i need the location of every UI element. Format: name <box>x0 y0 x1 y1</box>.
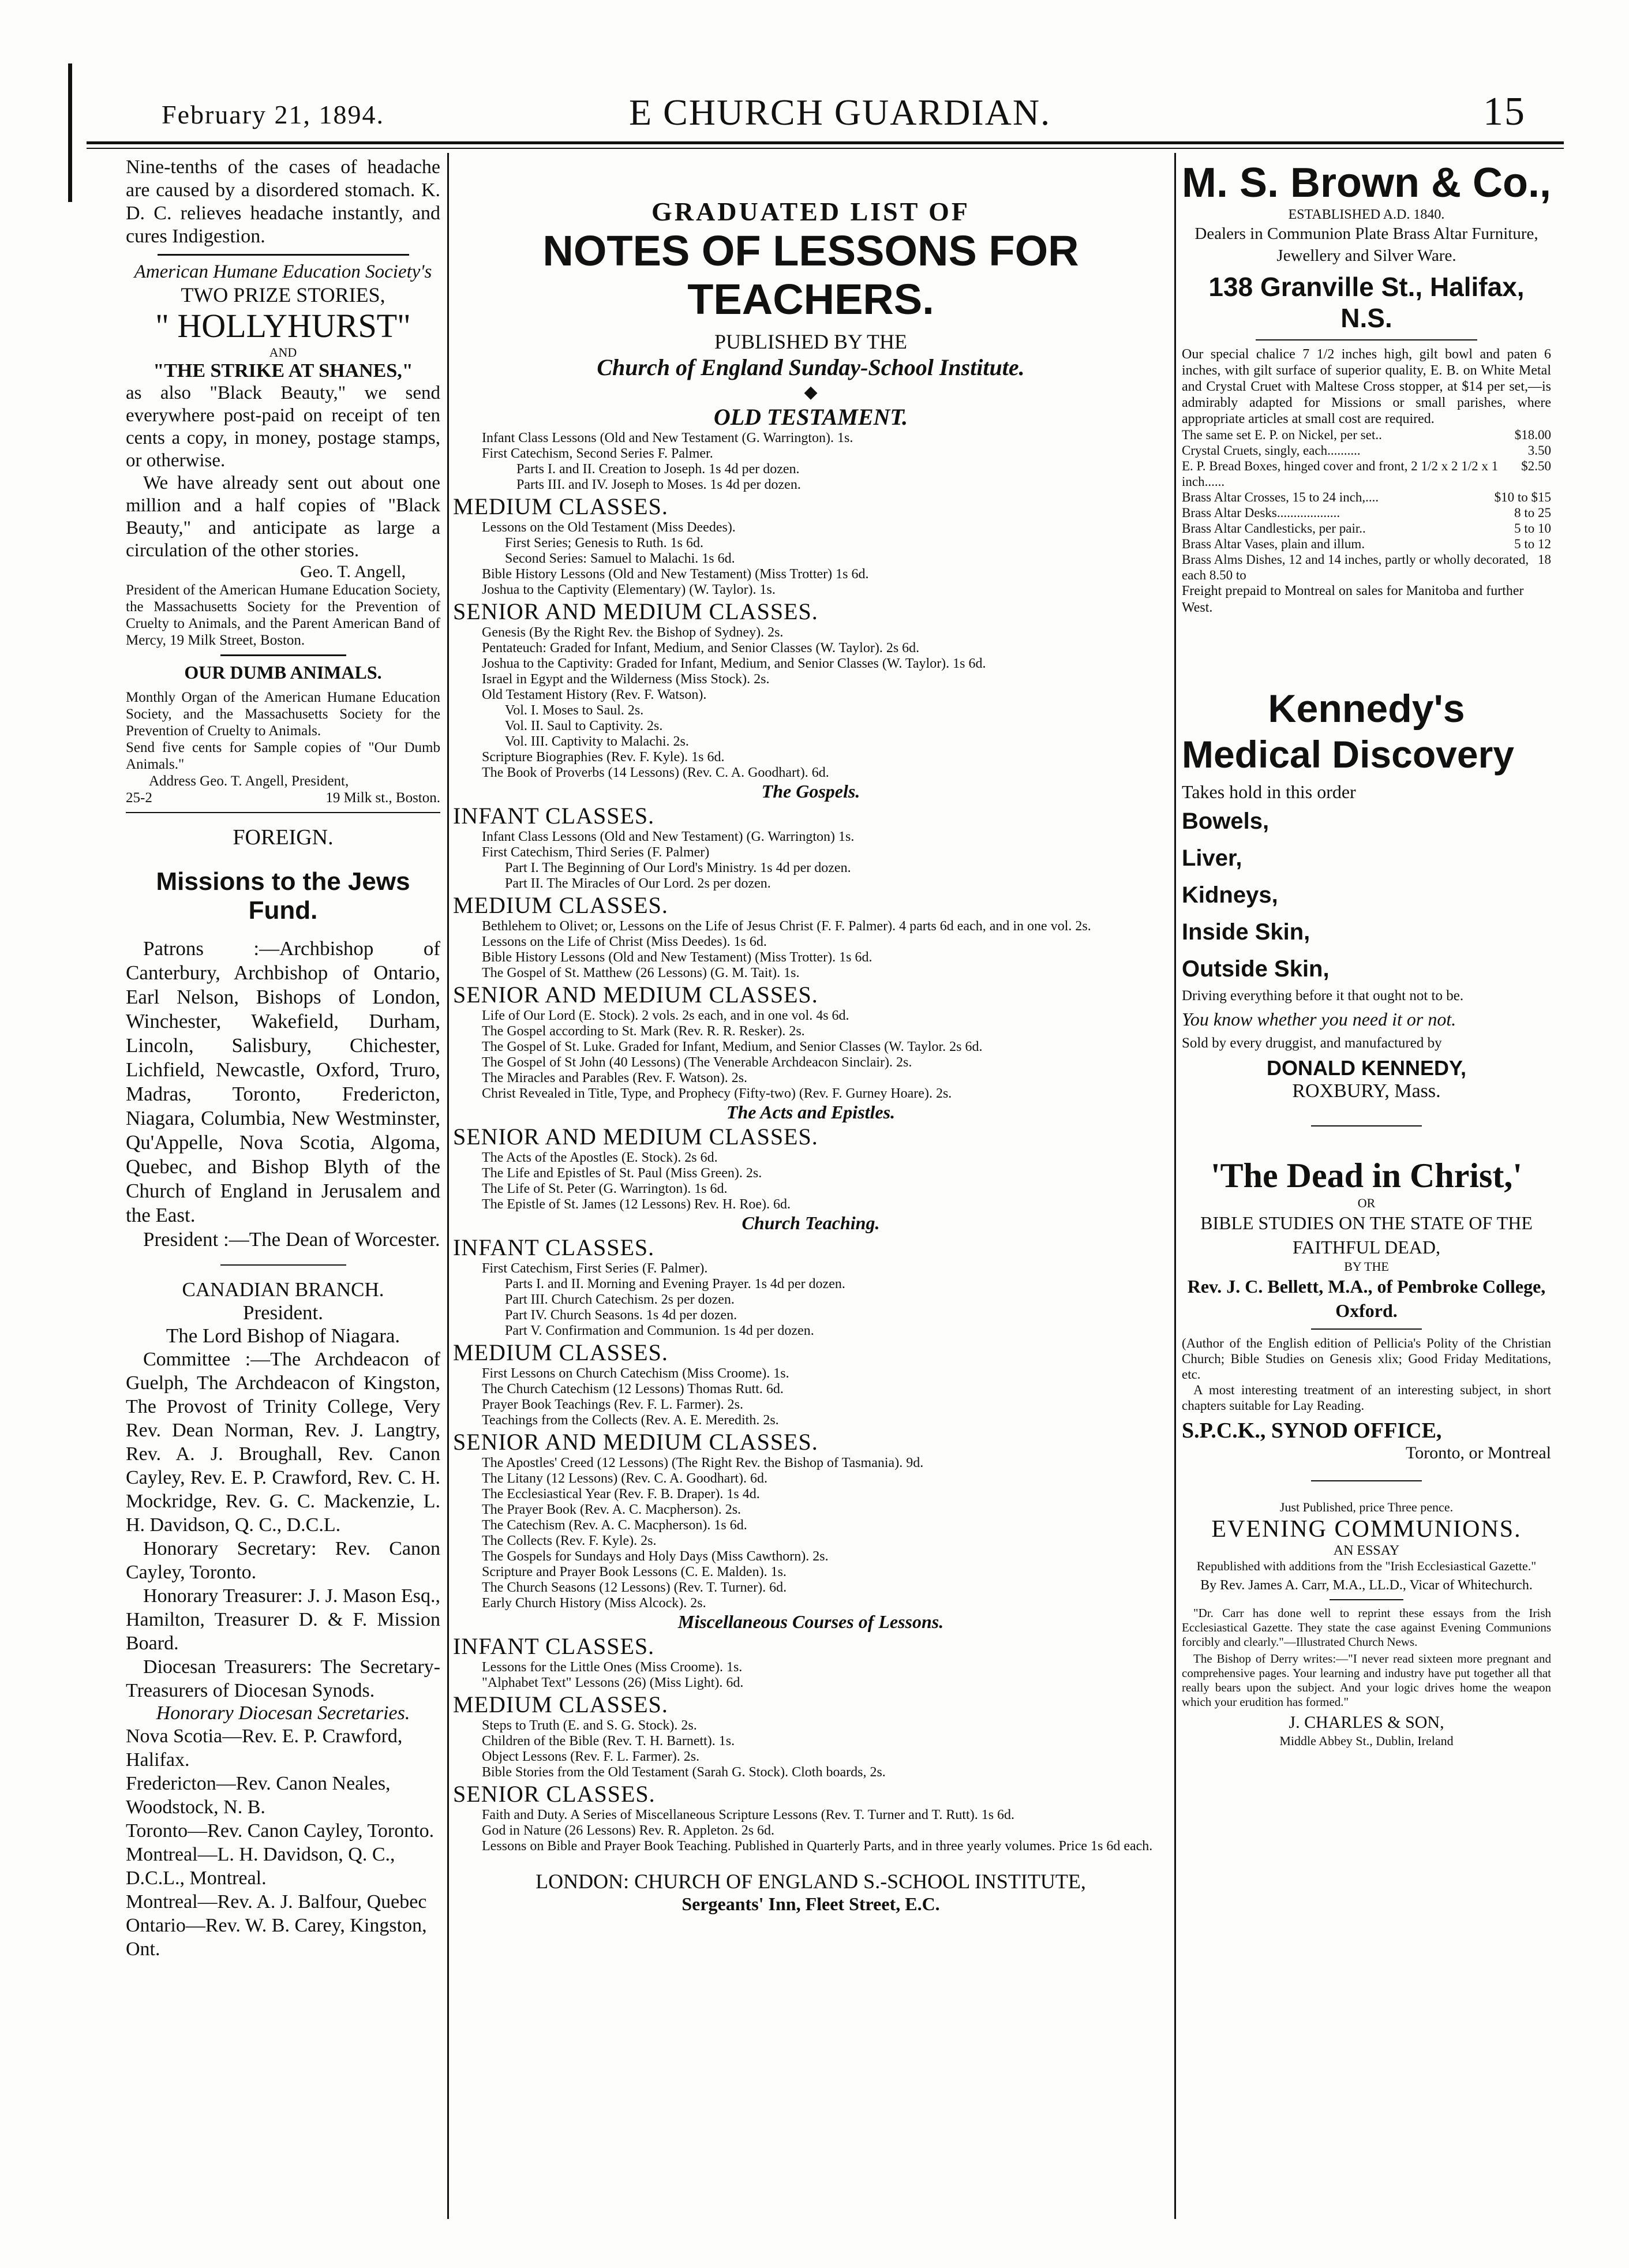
institute-name: Church of England Sunday-School Institute. <box>597 354 1025 380</box>
organ-item: Outside Skin, <box>1182 956 1330 982</box>
list-item: The Church Catechism (12 Lessons) Thomas Rutt. 6d. <box>482 1382 784 1397</box>
organ-item: Liver, <box>1182 845 1242 871</box>
list-item: The Gospel of St. Luke. Graded for Infant, Medium, and Senior Classes (W. Taylor. 2s 6d. <box>482 1039 983 1054</box>
patrons-text: Patrons :—Archbishop of Canterbury, Archbishop of Ontario, Earl Nelson, Bishops of London, Winchester, Wakefield, Durham, Lincoln, Salisbury, Chichester, Lichfield, Newcastle, Oxford, Truro, Madras, Toronto, Fredericton, Niagara, Columbia, New Westminster, Qu'Appelle, Nova Scotia, Algoma, Quebec, and Bishop Blyth of the Church of England in Jerusalem and the East. <box>126 937 440 1226</box>
dealers: Dealers in Communion Plate Brass Altar Furniture, Jewellery and Silver Ware. <box>1194 224 1538 265</box>
price-value: $2.50 <box>1521 459 1551 473</box>
list-item: The Gospel of St. Matthew (26 Lessons) (G. M. Tait). 1s. <box>482 965 800 980</box>
infant4-list <box>453 1261 1169 1339</box>
toronto: Toronto, or Montreal <box>1405 1443 1551 1462</box>
organ-item: Kidneys, <box>1182 882 1278 908</box>
list-item: The Life and Epistles of St. Paul (Miss Green). 2s. <box>482 1166 762 1181</box>
price-list <box>1182 427 1551 583</box>
list-item: The Gospels for Sundays and Holy Days (Miss Cawthorn). 2s. <box>482 1549 829 1564</box>
takes-hold: Takes hold in this order <box>1182 781 1356 802</box>
senior2-list <box>453 1008 1169 1102</box>
london-address: LONDON: CHURCH OF ENGLAND S.-SCHOOL INSTITUTE, <box>535 1870 1086 1893</box>
price-value: 5 to 10 <box>1514 521 1551 536</box>
list-item: The Litany (12 Lessons) (Rev. C. A. Goodhart). 6d. <box>482 1471 768 1486</box>
list-item: Scripture and Prayer Book Lessons (C. E. Malden). 1s. <box>482 1565 787 1580</box>
essay: AN ESSAY <box>1333 1543 1400 1558</box>
hon-secretary: Honorary Secretary: Rev. Canon Cayley, Toronto. <box>126 1538 440 1583</box>
bellett: Rev. J. C. Bellett, M.A., of Pembroke College, Oxford. <box>1187 1276 1546 1321</box>
list-item: Infant Class Lessons (Old and New Testament) (G. Warrington) 1s. <box>482 829 855 844</box>
list-item: The Gospel of St John (40 Lessons) (The Venerable Archdeacon Sinclair). 2s. <box>482 1055 912 1070</box>
brown-title: M. S. Brown & Co., <box>1182 160 1551 206</box>
column-divider <box>447 153 449 2219</box>
left-column <box>126 156 440 2245</box>
price-row <box>1182 427 1551 443</box>
list-item: First Catechism, Third Series (F. Palmer) <box>482 845 710 860</box>
address-line: 19 Milk st., Boston. <box>325 790 440 806</box>
divider <box>1311 1328 1422 1330</box>
committee-text: Committee :—The Archdeacon of Guelph, The Archdeacon of Kingston, The Provost of Trinity College, Very Rev. Dean Norman, Rev. J. Langtry, Rev. A. J. Broughall, Rev. Canon Cayley, Rev. E. P. Crawford, Rev. C. H. Mockridge, Rev. G. C. Mackenzie, L. H. Davidson, Q. C., D.C.L. <box>126 1349 440 1536</box>
list-item: The Collects (Rev. F. Kyle). 2s. <box>482 1533 657 1548</box>
price-value: 8 to 25 <box>1514 506 1551 520</box>
just-published: Just Published, price Three pence. <box>1279 1500 1454 1514</box>
header-rule <box>87 141 1564 144</box>
list-item: Bible Stories from the Old Testament (Sarah G. Stock). Cloth boards, 2s. <box>482 1765 886 1780</box>
author-note: (Author of the English edition of Pellicia's Polity of the Christian Church; Bible Studies on Genesis xlix; Good Friday Meditations, etc. <box>1182 1336 1551 1382</box>
right-column <box>1182 159 1551 2248</box>
list-item: The Life of St. Peter (G. Warrington). 1s 6d. <box>482 1181 728 1196</box>
secretary-item: Montreal—L. H. Davidson, Q. C., D.C.L., Montreal. <box>126 1844 395 1889</box>
price-row <box>1182 552 1551 583</box>
list-item: Second Series: Samuel to Malachi. 1s 6d. <box>505 551 735 566</box>
medium2-list <box>453 919 1169 981</box>
price-row <box>1182 521 1551 536</box>
acts-heading: The Acts and Epistles. <box>726 1102 896 1122</box>
secretary-item: Fredericton—Rev. Canon Neales, Woodstock, N. B. <box>126 1773 391 1818</box>
organ-item: Inside Skin, <box>1182 919 1310 945</box>
list-item: Lessons on the Life of Christ (Miss Deedes). 1s 6d. <box>482 934 767 949</box>
price-item: Brass Altar Candlesticks, per pair.. <box>1182 521 1366 536</box>
list-item: Part IV. Church Seasons. 1s 4d per dozen. <box>505 1308 737 1323</box>
ornament-icon: ◆ <box>804 383 818 402</box>
two-prize: TWO PRIZE STORIES, <box>181 283 385 306</box>
list-item: Parts I. and II. Morning and Evening Prayer. 1s 4d per dozen. <box>505 1277 845 1292</box>
chalice-text: Our special chalice 7 1/2 inches high, gilt bowl and paten 6 inches, with gilt surface of superior quality, E. B. on White Metal and Crystal Cruet with Maltese Cross stopper, at $14 per set,—is admirably adapted for Missions or small parishes, where appropriate articles at small cost are required. <box>1182 347 1551 426</box>
ot-intro <box>453 431 1169 493</box>
price-item: Brass Alms Dishes, 12 and 14 inches, partly or wholly decorated, each 8.50 to <box>1182 552 1529 582</box>
or-label: OR <box>1357 1196 1376 1210</box>
and-label: AND <box>269 345 297 360</box>
quote-2: The Bishop of Derry writes:—"I never read sixteen more pregnant and comprehensive pages. Your learning and industry have put together all that really bears upon the subject. And your logic drives home the weapon which your erudition has formed." <box>1182 1652 1551 1709</box>
list-item: Joshua to the Captivity: Graded for Infant, Medium, and Senior Classes (W. Taylor). 1s 6d. <box>482 656 986 671</box>
price-row <box>1182 458 1551 489</box>
president-note: President of the American Humane Education Society, the Massachusetts Society for the Prevention of Cruelty to Animals, and the Parent American Band of Mercy, 19 Milk Street, Boston. <box>126 582 440 648</box>
sent-out-text: We have already sent out about one million and a half copies of "Black Beauty," and anticipate as large a circulation of the other stories. <box>126 473 440 561</box>
section-heading: INFANT CLASSES. <box>453 1234 655 1260</box>
society-title: American Humane Education Society's <box>134 261 432 282</box>
divider <box>1256 339 1477 340</box>
price-row <box>1182 489 1551 505</box>
bible-studies: BIBLE STUDIES ON THE STATE OF THE FAITHFUL DEAD, <box>1200 1212 1533 1257</box>
list-item: Bethlehem to Olivet; or, Lessons on the Life of Jesus Christ (F. F. Palmer). 4 parts 6d each, and in one vol. 2s. <box>482 919 1091 934</box>
price-value: $10 to $15 <box>1494 490 1551 504</box>
list-item: Old Testament History (Rev. F. Watson). <box>482 687 707 702</box>
infant5-list <box>453 1660 1169 1691</box>
list-item: The Prayer Book (Rev. A. C. Macpherson). 2s. <box>482 1502 742 1517</box>
donald-kennedy: DONALD KENNEDY, <box>1266 1056 1467 1080</box>
center-column <box>453 162 1169 2251</box>
list-item: Vol. I. Moses to Saul. 2s. <box>505 703 644 718</box>
dead-in-christ: 'The Dead in Christ,' <box>1210 1157 1523 1195</box>
evening-communions: EVENING COMMUNIONS. <box>1211 1516 1522 1543</box>
header-title: E CHURCH GUARDIAN. <box>629 92 1051 133</box>
old-testament-heading: OLD TESTAMENT. <box>713 404 908 430</box>
list-item: Pentateuch: Graded for Infant, Medium, and Senior Classes (W. Taylor). 2s 6d. <box>482 641 920 656</box>
section-heading: MEDIUM CLASSES. <box>453 1339 668 1365</box>
diocesan-treasurers: Diocesan Treasurers: The Secretary-Treasurers of Diocesan Synods. <box>126 1656 440 1701</box>
list-item: "Alphabet Text" Lessons (26) (Miss Light). 6d. <box>482 1675 744 1690</box>
divider <box>1311 1125 1422 1126</box>
list-item: The Miracles and Parables (Rev. F. Watson). 2s. <box>482 1071 748 1086</box>
list-item: Part I. The Beginning of Our Lord's Ministry. 1s 4d per dozen. <box>505 860 851 875</box>
medium1-list <box>453 520 1169 598</box>
spck: S.P.C.K., SYNOD OFFICE, <box>1182 1419 1442 1443</box>
hon-treasurer: Honorary Treasurer: J. J. Mason Esq., Hamilton, Treasurer D. & F. Mission Board. <box>126 1585 440 1654</box>
list-item: Infant Class Lessons (Old and New Testament (G. Warrington). 1s. <box>482 431 853 446</box>
header-date: February 21, 1894. <box>162 100 385 129</box>
sold-by: Sold by every druggist, and manufactured by <box>1182 1035 1442 1051</box>
page-number: 15 <box>1483 89 1526 134</box>
list-item: The Epistle of St. James (12 Lessons) Rev. H. Roe). 6d. <box>482 1197 791 1212</box>
list-item: Prayer Book Teachings (Rev. F. L. Farmer). 2s. <box>482 1397 743 1412</box>
established: ESTABLISHED A.D. 1840. <box>1288 207 1445 222</box>
carr: By Rev. James A. Carr, M.A., LL.D., Vicar of Whitechurch. <box>1200 1578 1533 1593</box>
divider <box>1330 1599 1403 1600</box>
organ-item: Bowels, <box>1182 809 1270 834</box>
church-teaching-heading: Church Teaching. <box>742 1212 880 1233</box>
list-item: Israel in Egypt and the Wilderness (Miss Stock). 2s. <box>482 672 770 687</box>
by-the: BY THE <box>1344 1259 1389 1274</box>
treatment: A most interesting treatment of an interesting subject, in short chapters suitable for Lay Reading. <box>1182 1383 1551 1413</box>
medium5-list <box>453 1718 1169 1780</box>
list-item: God in Nature (26 Lessons) Rev. R. Appleton. 2s 6d. <box>482 1823 775 1838</box>
signature: Geo. T. Angell, <box>299 562 406 581</box>
section-heading: MEDIUM CLASSES. <box>453 892 668 918</box>
secretary-item: Toronto—Rev. Canon Cayley, Toronto. <box>126 1820 435 1842</box>
quote-1: "Dr. Carr has done well to reprint these essays from the Irish Ecclesiastical Gazette. They state the case against Evening Communions forcibly and clearly."—Illustrated Church News. <box>1182 1606 1551 1649</box>
dumb-address: Address Geo. T. Angell, President, <box>149 773 349 789</box>
section-heading: SENIOR CLASSES. <box>453 1781 656 1807</box>
list-item: Life of Our Lord (E. Stock). 2 vols. 2s each, and in one vol. 4s 6d. <box>482 1008 849 1023</box>
republished: Republished with additions from the "Irish Ecclesiastical Gazette." <box>1196 1559 1537 1573</box>
list-item: Genesis (By the Right Rev. the Bishop of Sydney). 2s. <box>482 625 784 640</box>
divider <box>126 812 440 813</box>
dumb-address-number <box>126 789 440 806</box>
senior4-list <box>453 1455 1169 1611</box>
section-heading: INFANT CLASSES. <box>453 803 655 829</box>
price-item: Brass Altar Desks................... <box>1182 506 1340 520</box>
list-item: Lessons on Bible and Prayer Book Teaching. Published in Quarterly Parts, and in three yearly volumes. Price 1s 6d each. <box>482 1839 1153 1854</box>
senior3-list <box>453 1150 1169 1212</box>
bishop: The Lord Bishop of Niagara. <box>166 1324 400 1347</box>
secretary-item: Nova Scotia—Rev. E. P. Crawford, Halifax. <box>126 1726 403 1771</box>
canadian-branch: CANADIAN BRANCH. <box>182 1278 384 1301</box>
roxbury: ROXBURY, Mass. <box>1292 1080 1441 1102</box>
divider <box>220 654 346 656</box>
price-value: $18.00 <box>1514 428 1551 442</box>
dumb-animals-title: OUR DUMB ANIMALS. <box>184 662 382 683</box>
list-item: Scripture Biographies (Rev. F. Kyle). 1s 6d. <box>482 750 725 765</box>
gospels-heading: The Gospels. <box>761 781 860 802</box>
divider <box>220 1264 346 1266</box>
dumb-animals-sample: Send five cents for Sample copies of "Our Dumb Animals." <box>126 740 440 772</box>
you-know: You know whether you need it or not. <box>1182 1009 1456 1030</box>
margin-bar <box>68 63 72 202</box>
price-item: Brass Altar Crosses, 15 to 24 inch,.... <box>1182 490 1379 504</box>
list-item: The Ecclesiastical Year (Rev. F. B. Draper). 1s 4d. <box>482 1487 760 1502</box>
missions-title: Missions to the Jews Fund. <box>156 867 410 925</box>
senior1-list <box>453 625 1169 781</box>
price-item: Crystal Cruets, singly, each.......... <box>1182 443 1361 458</box>
dublin: Middle Abbey St., Dublin, Ireland <box>1279 1734 1454 1748</box>
diocesan-secretaries: Honorary Diocesan Secretaries. <box>156 1702 410 1724</box>
freight-text: Freight prepaid to Montreal on sales for Manitoba and further West. <box>1182 583 1524 615</box>
section-heading: SENIOR AND MEDIUM CLASSES. <box>453 1124 818 1150</box>
published-by: PUBLISHED BY THE <box>714 330 908 353</box>
list-item: Parts III. and IV. Joseph to Moses. 1s 4d per dozen. <box>516 477 801 492</box>
list-item: The Gospel according to St. Mark (Rev. R. R. Resker). 2s. <box>482 1024 805 1039</box>
price-value: 3.50 <box>1527 443 1551 458</box>
list-item: Object Lessons (Rev. F. L. Farmer). 2s. <box>482 1749 700 1764</box>
graduated-title: GRADUATED LIST OF <box>651 197 970 226</box>
section-heading: INFANT CLASSES. <box>453 1633 655 1659</box>
foreign-title: FOREIGN. <box>233 825 334 849</box>
secretaries-list <box>126 1724 440 1961</box>
list-item: Christ Revealed in Title, Type, and Prophecy (Fifty-two) (Rev. F. Gurney Hoare). 2s. <box>482 1086 952 1101</box>
list-item: The Apostles' Creed (12 Lessons) (The Right Rev. the Bishop of Tasmania). 9d. <box>482 1455 924 1470</box>
charles: J. CHARLES & SON, <box>1289 1713 1444 1732</box>
list-item: Bible History Lessons (Old and New Testament) (Miss Trotter) 1s 6d. <box>482 567 869 582</box>
secretary-item: Ontario—Rev. W. B. Carey, Kingston, Ont. <box>126 1915 427 1960</box>
list-item: First Series; Genesis to Ruth. 1s 6d. <box>505 536 704 551</box>
price-row <box>1182 505 1551 521</box>
section-heading: SENIOR AND MEDIUM CLASSES. <box>453 982 818 1008</box>
list-item: Bible History Lessons (Old and New Testament) (Miss Trotter). 1s 6d. <box>482 950 872 965</box>
president-label: President. <box>242 1301 323 1324</box>
brown-address: 138 Granville St., Halifax, N.S. <box>1208 272 1525 333</box>
section-heading: SENIOR AND MEDIUM CLASSES. <box>453 1429 818 1455</box>
dumb-animals-text: Monthly Organ of the American Humane Education Society, and the Massachusetts Society for the Prevention of Cruelty to Animals. <box>126 690 440 739</box>
list-item: Part V. Confirmation and Communion. 1s 4d per dozen. <box>505 1323 814 1338</box>
list-item: Part II. The Miracles of Our Lord. 2s per dozen. <box>505 876 771 891</box>
list-item: Early Church History (Miss Alcock). 2s. <box>482 1596 706 1611</box>
list-item: Joshua to the Captivity (Elementary) (W. Taylor). 1s. <box>482 582 776 597</box>
notes-title: NOTES OF LESSONS FOR TEACHERS. <box>542 227 1079 323</box>
sergeants-inn: Sergeants' Inn, Fleet Street, E.C. <box>681 1893 940 1914</box>
divider <box>1311 1480 1422 1481</box>
senior5-list <box>453 1807 1169 1854</box>
hollyhurst: " HOLLYHURST" <box>155 307 411 345</box>
organs-list <box>1182 803 1551 987</box>
list-item: Part III. Church Catechism. 2s per dozen. <box>505 1292 735 1307</box>
list-item: Lessons for the Little Ones (Miss Croome). 1s. <box>482 1660 743 1675</box>
misc-heading: Miscellaneous Courses of Lessons. <box>677 1611 944 1632</box>
list-item: The Catechism (Rev. A. C. Macpherson). 1s 6d. <box>482 1518 747 1533</box>
section-heading: MEDIUM CLASSES. <box>453 1691 668 1717</box>
president-text: President :—The Dean of Worcester. <box>143 1228 440 1251</box>
secretary-item: Montreal—Rev. A. J. Balfour, Quebec <box>126 1891 427 1913</box>
list-item: Vol. II. Saul to Captivity. 2s. <box>505 718 663 733</box>
list-item: The Acts of the Apostles (E. Stock). 2s 6d. <box>482 1150 718 1165</box>
list-item: Steps to Truth (E. and S. G. Stock). 2s. <box>482 1718 697 1733</box>
list-item: The Book of Proverbs (14 Lessons) (Rev. C. A. Goodhart). 6d. <box>482 765 829 780</box>
list-item: The Church Seasons (12 Lessons) (Rev. T. Turner). 6d. <box>482 1580 787 1595</box>
price-item: E. P. Bread Boxes, hinged cover and front, 2 1/2 x 2 1/2 x 1 inch...... <box>1182 459 1499 489</box>
price-value: 18 <box>1538 552 1551 567</box>
price-item: Brass Altar Vases, plain and illum. <box>1182 537 1365 551</box>
divider <box>158 254 409 256</box>
list-item: Teachings from the Collects (Rev. A. E. Meredith. 2s. <box>482 1413 779 1428</box>
driving-text: Driving everything before it that ought not to be. <box>1182 988 1464 1004</box>
section-heading: MEDIUM CLASSES. <box>453 493 668 519</box>
list-item: Children of the Bible (Rev. T. H. Barnett). 1s. <box>482 1734 735 1749</box>
price-value: 5 to 12 <box>1514 537 1551 551</box>
list-item: Faith and Duty. A Series of Miscellaneous Scripture Lessons (Rev. T. Turner and T. Rutt). 1s 6d. <box>482 1807 1015 1822</box>
price-item: The same set E. P. on Nickel, per set.. <box>1182 428 1382 442</box>
kdc-ad: Nine-tenths of the cases of headache are caused by a disordered stomach. K. D. C. relieves headache instantly, and cures Indigestion. <box>126 156 440 247</box>
medium4-list <box>453 1366 1169 1428</box>
list-item: Parts I. and II. Creation to Joseph. 1s 4d per dozen. <box>516 462 800 477</box>
price-row <box>1182 536 1551 552</box>
kennedy-title: Kennedy's <box>1268 687 1465 731</box>
header-rule-2 <box>87 148 1564 149</box>
list-item: First Catechism, First Series (F. Palmer). <box>482 1261 708 1276</box>
black-beauty-text: as also "Black Beauty," we send everywhere post-paid on receipt of ten cents a copy, in money, postage stamps, or otherwise. <box>126 383 440 471</box>
section-heading: SENIOR AND MEDIUM CLASSES. <box>453 598 818 624</box>
infant2-list <box>453 829 1169 892</box>
list-item: First Lessons on Church Catechism (Miss Croome). 1s. <box>482 1366 789 1381</box>
list-item: First Catechism, Second Series F. Palmer. <box>482 446 713 461</box>
price-row <box>1182 443 1551 458</box>
list-item: Vol. III. Captivity to Malachi. 2s. <box>505 734 689 749</box>
strike-title: "THE STRIKE AT SHANES," <box>153 360 413 381</box>
list-item: Lessons on the Old Testament (Miss Deedes). <box>482 520 736 535</box>
kennedy-subtitle: Medical Discovery <box>1182 733 1514 776</box>
column-divider <box>1174 153 1176 2219</box>
address-num: 25-2 <box>126 790 152 806</box>
